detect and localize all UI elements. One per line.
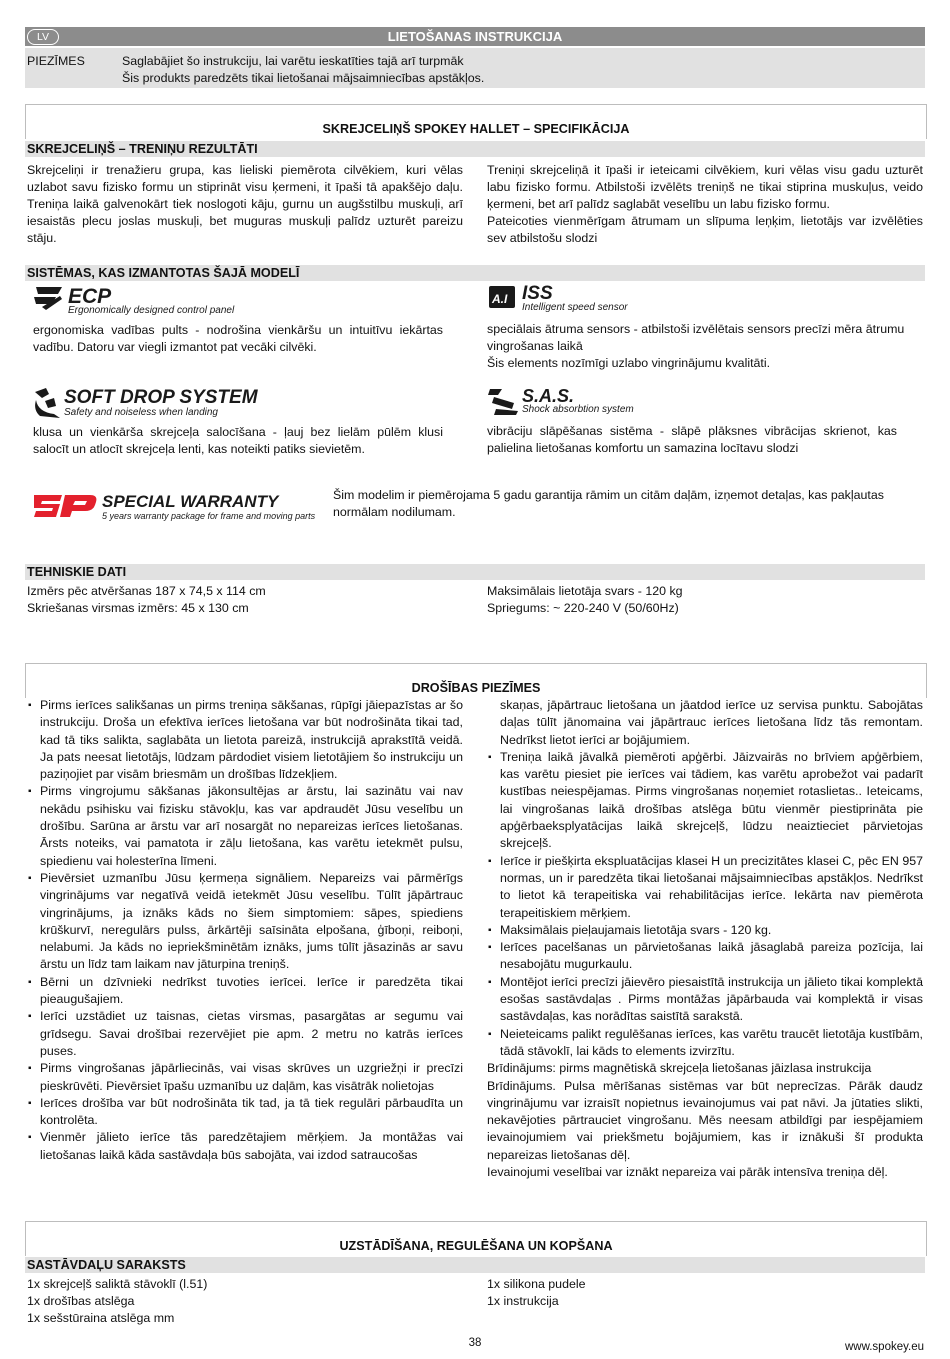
- ecp-icon: [34, 287, 62, 310]
- sas-icon: [488, 389, 518, 415]
- safety-section-header: [25, 663, 927, 698]
- parts-item: 1x instrukcija: [487, 1294, 559, 1308]
- results-right-text: Treniņi skrejceliņā it īpaši ir ieteicami cilvēkiem, kuri vēlas visu gadu uzturēt labu fizisko formu. Atbilstoši izvēlēts treniņš ne tikai stiprina muskuļus, veido ķermeni, bet arī palīdz saglabāt veselību un labu fizisko formu.: [487, 163, 923, 211]
- safety-item: ▪ Ierīci uzstādiet uz taisnas, cietas virsmas, pasargātas ar segumu vai grīdsegu. Savai drošībai rezervējiet pie apm. 2 metru no katrās ierīces puses.: [27, 1008, 463, 1060]
- sas-logo: [488, 385, 688, 419]
- results-heading-bar: [25, 141, 925, 157]
- warning-text: Brīdinājums: pirms magnētiskā skrejceļa lietošanas jāizlasa instrukcija: [487, 1061, 872, 1076]
- safety-item: ▪ Ierīces pacelšanas un pārvietošanas laikā jāsaglabā pareiza pozīcija, lai nesabojātu mugurkaulu.: [487, 939, 923, 974]
- safety-item: ▪ Pievērsiet uzmanību Jūsu ķermeņa signāliem. Nepareizs vai pārmērīgs vingrinājums var negatīvā veidā ietekmēt Jūsu veselību. Tūlīt jāpārtrauc vingrinājums, ja iznāks kāds no šiem simptomiem: sāpes, spiediens krūškurvī, neregulārs pulss, ārkārtēji saīsināta elpošana, ģīboņi, reiboņi, nelabumi. Ja kāds no iepriekšminētām iznāks, jums tūlīt jāsazinās ar savu ārstu un līdz tam laikam nav jāturpina treniņš.: [27, 870, 463, 974]
- special-warranty-logo: [32, 489, 332, 525]
- parts-item: 1x silikona pudele: [487, 1277, 586, 1291]
- tech-heading-bar: [25, 564, 925, 580]
- tech-item: Maksimālais lietotāja svars - 120 kg: [487, 584, 683, 598]
- parts-heading-bar: [25, 1257, 925, 1273]
- soft-drop-icon: [35, 388, 60, 418]
- safety-left-column: [27, 697, 463, 1164]
- sas-logo-title: S.A.S.: [522, 386, 575, 406]
- notes-line: Saglabājiet šo instrukciju, lai varētu ieskatīties tajā arī turpmāk: [122, 54, 464, 68]
- safety-item: ▪ Maksimālais pieļaujamais lietotāja svars - 120 kg.: [487, 922, 923, 939]
- safety-continuation: skaņas, jāpārtrauc lietošana un jāatdod ierīce uz servisa punktu. Sabojātas daļas tūlīt jānomaina vai jāpārtrauc ierīces lietošana līdz tās remontam. Nedrīkst lietot ierīci ar bojājumiem.: [500, 698, 923, 747]
- setup-section-header: [25, 1221, 927, 1256]
- safety-item: ▪ Neieteicams palikt regulēšanas ierīces, kas varētu traucēt lietotāja kustībām, tādā stāvoklī, lai kāds to elements izvirzītu.: [487, 1026, 923, 1061]
- iss-logo: [488, 282, 688, 314]
- warning-text: Brīdinājums. Pulsa mērīšanas sistēmas var būt neprecīzas. Pārāk daudz vingrinājumu var izraisīt nopietnus ievainojumus vai pat nāvi. Ja jūtaties slikti, nekavējoties pārtrauciet vingrošanu. Mēs neesam atbildīgi par iespējamiem ievainojumiem vai priekšmetu bojājumiem, kas ir iznākuši šī produkta nepareizas lietošanas dēļ.: [487, 1078, 923, 1162]
- tech-right: [487, 583, 923, 617]
- safety-item: ▪ Ierīces drošība var būt nodrošināta tik tad, ja tā tiek regulāri pārbaudīta un kontrolēta.: [27, 1095, 463, 1130]
- parts-item: 1x skrejceļš saliktā stāvoklī (l.51): [27, 1277, 208, 1291]
- website-link[interactable]: www.spokey.eu: [844, 1341, 924, 1353]
- safety-item: ▪ Vienmēr jālieto ierīce tās paredzētajiem mērķiem. Ja montāžas vai lietošanas laikā kāda sastāvdaļa būs sabojāta, vai izdod satraucošas: [27, 1129, 463, 1164]
- results-right-text-2: Pateicoties vienmērīgam ātrumam un slīpuma leņķim, lietotājs var izvēlēties sev atbilstošu slodzi: [487, 214, 923, 245]
- iss-text-line: speciālais ātruma sensors - atbilstoši izvēlētais sensors precīzi mēra ātrumu vingrošanas laikā: [487, 322, 905, 353]
- parts-heading: SASTĀVDAĻU SARAKSTS: [27, 1258, 186, 1272]
- sp-warranty-icon: [34, 495, 96, 517]
- notes-label: PIEZĪMES: [27, 54, 85, 68]
- safety-item: ▪ Ierīce ir piešķirta ekspluatācijas klasei H un precizitātes klasei C, pēc EN 957 normas, un ir paredzēta tikai lietošanai mājsaimniecības apstākļos. Nedrīkst to lietot kā terapeitiska vai rehabilitācijas ierīce. Iekārta nav piemērota terapeitiskiem mērķiem.: [487, 853, 923, 922]
- iss-logo-title: ISS: [522, 283, 553, 304]
- soft-drop-logo-sub: Safety and noiseless when landing: [64, 407, 218, 418]
- safety-item: ▪ Pirms vingrojumu sākšanas jākonsultējas ar ārstu, lai sazinātu vai nav nekādu psihisku vai fizisku stāvokļu, kas var apdraudēt Jūsu veselību un drošību. Sarūna ar ārstu var arī nosargāt no nepareizas ierīces lietošanas. Ārsts noteiks, vai pamatota ir zāļu lietošana, kas varētu ietekmēt pulsu, spiedienu vai holesterīna līmeni.: [27, 783, 463, 869]
- tech-item: Izmērs pēc atvēršanas 187 x 74,5 x 114 cm: [27, 584, 266, 598]
- soft-drop-logo-title: SOFT DROP SYSTEM: [64, 387, 258, 408]
- spec-section-title: SKREJCELIŅŠ SPOKEY HALLET – SPECIFIKĀCIJA: [322, 122, 630, 136]
- iss-description: [487, 321, 923, 372]
- ecp-description: ergonomiska vadības pults - nodrošina vienkāršu un intuitīvu iekārtas vadību. Datoru var viegli izmantot pat vecāki cilvēki.: [33, 323, 443, 354]
- parts-item: 1x drošības atslēga: [27, 1294, 135, 1308]
- systems-heading-bar: [25, 265, 925, 281]
- iss-logo-sub: Intelligent speed sensor: [522, 302, 628, 313]
- safety-item: ▪ Pirms vingrošanas jāpārliecinās, vai visas skrūves un uzgriežņi ir precīzi pieskrūvēti. Pievērsiet īpašu uzmanību uz daļām, kas visātrāk nolietojas: [27, 1060, 463, 1095]
- safety-item: ▪ Treniņa laikā jāvalkā piemēroti apģērbi. Jāizvairās no brīviem apģērbiem, kas varētu piesiet pie ierīces vai tādiem, kas varētu aprobežot vai padarīt kustības neiespējamas. Pirms vingrošanas noņemiet rotaslietas.. Ieteicams, lai vingrošanas laikā drošības atslēga būtu vienmēr piestiprināta pie apģērbaeksplуatācijas laikā skrejceļš, lūdzu neaiztieciet pārvietojas skrejceļš.: [487, 749, 923, 853]
- results-left-text: Skrejceliņi ir trenažieru grupa, kas lieliski piemērota cilvēkiem, kuri vēlas uzlabot savu fizisko formu un stiprināt visu ķermeni, it īpaši tā apakšējo daļu. Treniņa laikā galvenokārt tiek noslogoti kāju, gurnu un augšstilbu muskuļi, arī iesaistās plecu joslas muskuļi, bet muguras muskuļi palīdz uzturēt pareizu stāju.: [27, 163, 463, 245]
- iss-logo-badge: A.I: [492, 292, 508, 306]
- soft-drop-logo: [32, 386, 292, 420]
- ecp-logo-sub: Ergonomically designed control panel: [68, 305, 235, 316]
- parts-left: [27, 1276, 463, 1327]
- systems-heading: SISTĒMAS, KAS IZMANTOTAS ŠAJĀ MODELĪ: [27, 266, 300, 280]
- notes-line: Šis produkts paredzēts tikai lietošanai mājsaimniecības apstākļos.: [122, 71, 485, 85]
- warranty-logo-sub: 5 years warranty package for frame and moving parts: [102, 511, 316, 521]
- warranty-logo-title: SPECIAL WARRANTY: [102, 492, 279, 511]
- ecp-logo: [32, 284, 272, 316]
- ecp-logo-title: ECP: [68, 285, 112, 308]
- warranty-description: Šim modelim ir piemērojama 5 gadu garantija rāmim un citām daļām, izņemot detaļas, kas pakļautas normālam nodilumam.: [333, 488, 884, 519]
- soft-drop-description: klusa un vienkārša skrejceļa salocīšana - ļauj bez lielām pūlēm klusi salocīt un atlocīt skrejceļa lenti, kas noteikti patiks sievietēm.: [33, 425, 443, 456]
- parts-item: 1x sešstūraina atslēga mm: [27, 1311, 175, 1325]
- tech-item: Skriešanas virsmas izmērs: 45 x 130 cm: [27, 601, 249, 615]
- page-title: LIETOŠANAS INSTRUKCIJA: [387, 29, 563, 44]
- tech-left: [27, 583, 463, 617]
- sas-description: vibrāciju slāpēšanas sistēma - slāpē plāksnes vibrācijas skrienot, kas palielina lietošanas komfortu un samazina locītavu slodzi: [487, 424, 897, 455]
- language-badge: LV: [27, 29, 59, 45]
- tech-item: Spriegums: ~ 220-240 V (50/60Hz): [487, 601, 679, 615]
- setup-title: UZSTĀDĪŠANA, REGULĒŠANA UN KOPŠANA: [339, 1239, 613, 1253]
- warning-text: Ievainojumi veselībai var iznākt nepareiza vai pārāk intensīva treniņa dēļ.: [487, 1165, 888, 1180]
- iss-text-line: Šis elements nozīmīgi uzlabo vingrinājumu kvalitāti.: [487, 356, 771, 370]
- page-number: 38: [468, 1337, 482, 1349]
- spec-section-header: [25, 104, 927, 139]
- safety-right-column: [487, 697, 923, 1181]
- parts-right: [487, 1276, 923, 1310]
- safety-title: DROŠĪBAS PIEZĪMES: [411, 681, 541, 695]
- safety-item: ▪ Pirms ierīces salikšanas un pirms treniņa sākšanas, rūpīgi jāiepazīstas ar šo instrukciju. Droša un efektīva ierīces lietošana var būt nodrošināta tikai tad, kad tā tiks salikta, saglabāta un lietota pareizā, instrukcijā aprakstītā veidā. Ja pats neesat lietotājs, lūdzam pārdodiet visiem lietotājiem šo instrukciju un paziņojiet par visām briesmām un drošības līdzekļiem.: [27, 697, 463, 783]
- safety-item: ▪ Montējot ierīci precīzi jāievēro piesaistītā instrukcija un jālieto tikai komplektā esošas sastāvdaļas . Pirms montāžas jāpārbauda vai komplektā ir visas sastāvdaļas, kas norādītas saistītā sarakstā.: [487, 974, 923, 1026]
- results-heading: SKREJCELIŅŠ – TRENIŅU REZULTĀTI: [27, 142, 258, 156]
- tech-heading: TEHNISKIE DATI: [27, 565, 127, 579]
- sas-logo-sub: Shock absorbtion system: [522, 404, 634, 415]
- safety-item: ▪ Bērni un dzīvnieki nedrīkst tuvoties ierīcei. Ierīce ir paredzēta tikai pieaugušajiem.: [27, 974, 463, 1009]
